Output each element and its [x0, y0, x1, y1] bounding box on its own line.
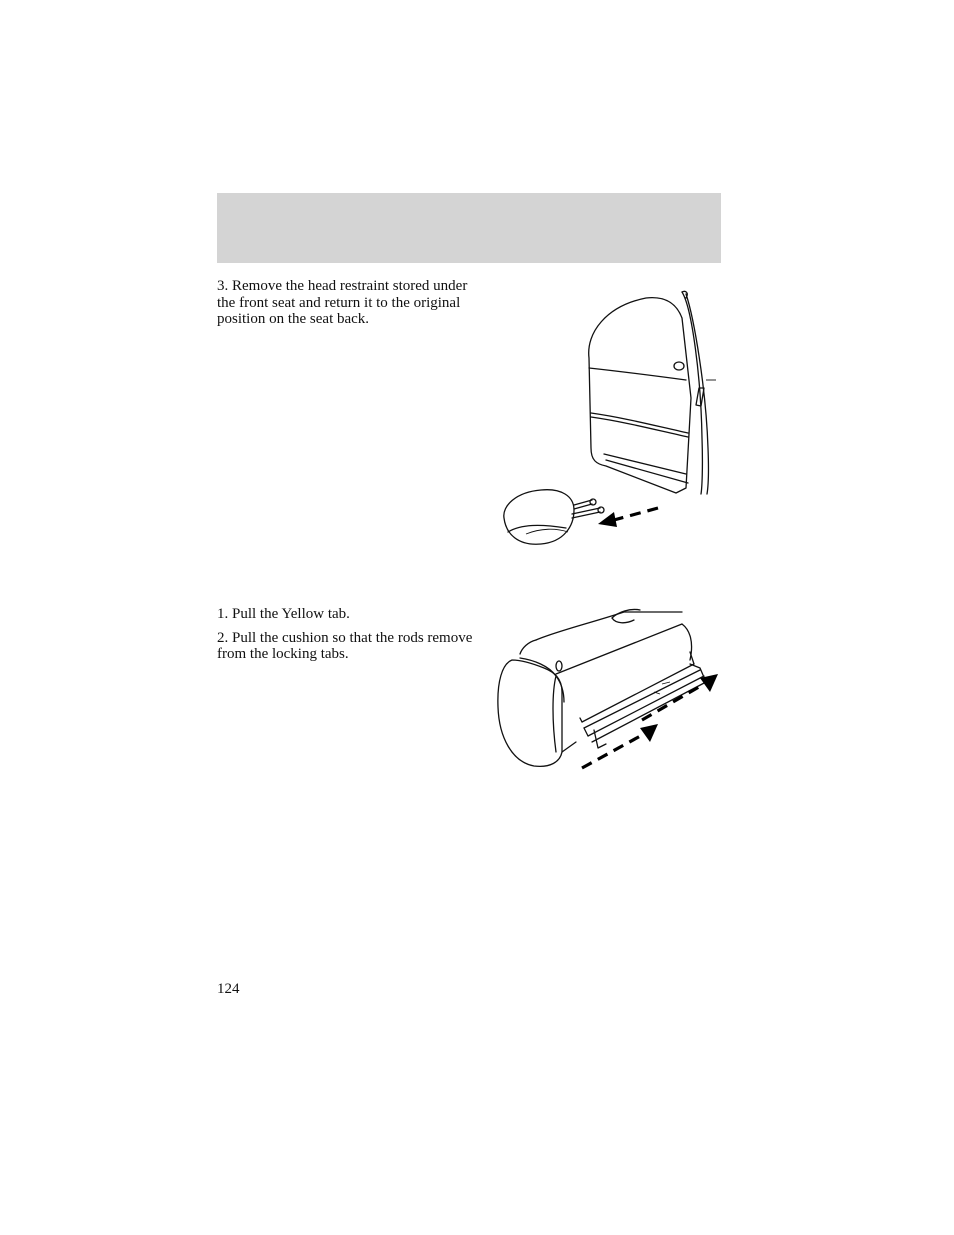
step-1-text: 1. Pull the Yellow tab.	[217, 606, 350, 622]
seat-cushion-illustration	[494, 602, 726, 774]
section-header-band	[217, 193, 721, 263]
seat-cushion-locking-tabs-icon	[494, 602, 726, 774]
page-number: 124	[217, 981, 240, 997]
head-restraint-instructions	[217, 278, 479, 335]
seat-back-with-head-restraint-icon	[496, 288, 726, 552]
step-3-text: 3. Remove the head restraint stored under the front seat and return it to the original position on the seat back.	[217, 278, 468, 327]
step-2-text: 2. Pull the cushion so that the rods remove from the locking tabs.	[217, 629, 473, 662]
seat-back-illustration	[496, 288, 726, 552]
cushion-instructions	[217, 606, 479, 670]
